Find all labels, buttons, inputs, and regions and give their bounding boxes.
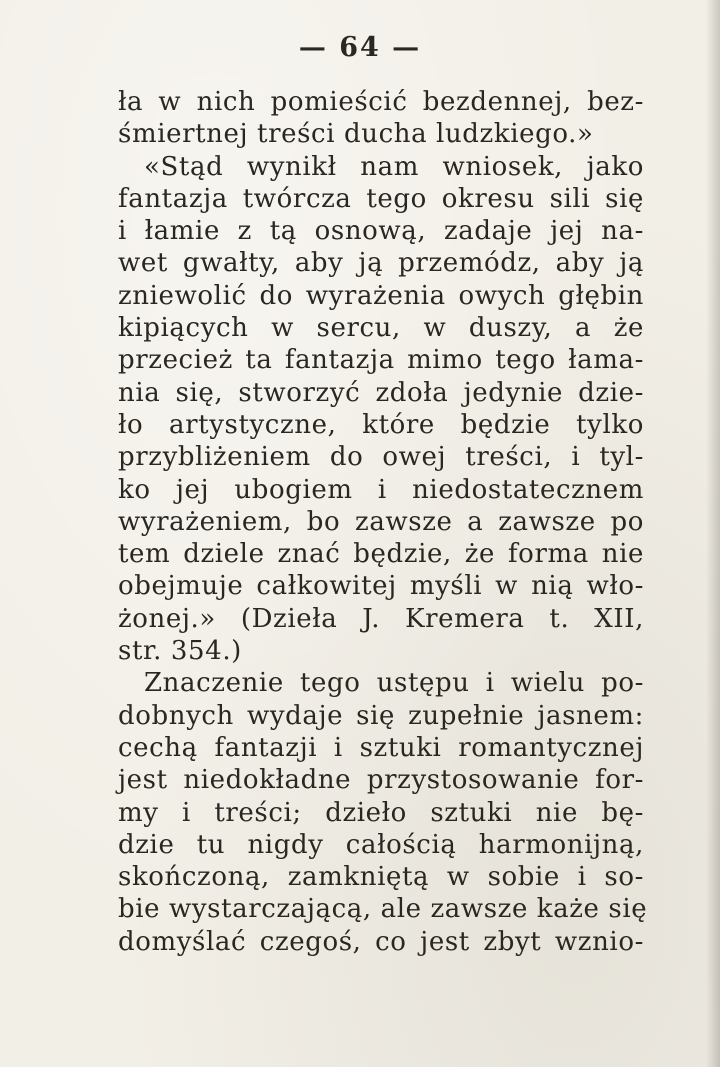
text-line: wyrażeniem, bo zawsze a zawsze po — [118, 506, 644, 537]
text-line: nia się, stworzyć zdoła jedynie dzie- — [118, 377, 644, 408]
text-line: przybliżeniem do owej treści, i tyl- — [118, 442, 644, 473]
text-line: wet gwałty, aby ją przemódz, aby ją — [118, 248, 644, 279]
text-line: dzie tu nigdy całością harmonijną, — [118, 829, 644, 860]
text-line: jest niedokładne przystosowanie for- — [118, 765, 644, 796]
text-line: obejmuje całkowitej myśli w nią wło- — [118, 571, 644, 602]
text-line: my i treści; dzieło sztuki nie bę- — [118, 797, 644, 828]
page-edge-shadow — [706, 0, 720, 1067]
text-line: dobnych wydaje się zupełnie jasnem: — [118, 700, 644, 731]
text-line: ko jej ubogiem i niedostatecznem — [118, 474, 644, 505]
text-line: skończoną, zamkniętą w sobie i so- — [118, 862, 644, 893]
text-line: str. 354.) — [118, 636, 242, 667]
text-line: śmiertnej treści ducha ludzkiego.» — [118, 119, 594, 150]
text-line: i łamie z tą osnową, zadaje jej na- — [118, 216, 644, 247]
text-line: bie wystarczającą, ale zawsze każe się — [118, 894, 648, 925]
text-line: zniewolić do wyrażenia owych głębin — [118, 280, 644, 311]
text-line: «Stąd wynikł nam wniosek, jako — [144, 151, 644, 182]
text-line: kipiących w sercu, w duszy, a że — [118, 313, 644, 344]
text-line: domyślać czegoś, co jest zbyt wznio- — [118, 926, 644, 957]
text-line: fantazja twórcza tego okresu sili się — [118, 183, 644, 214]
text-line: ło artystyczne, które będzie tylko — [118, 409, 644, 440]
text-line: cechą fantazji i sztuki romantycznej — [118, 732, 644, 763]
page-number: — 64 — — [298, 32, 422, 63]
text-line: żonej.» (Dzieła J. Kremera t. XII, — [118, 603, 644, 634]
text-line: Znaczenie tego ustępu i wielu po- — [144, 668, 644, 699]
text-line: tem dziele znać będzie, że forma nie — [118, 539, 644, 570]
text-line: przecież ta fantazja mimo tego łama- — [118, 345, 644, 376]
text-line: ła w nich pomieścić bezdennej, bez- — [118, 87, 644, 117]
body-text — [118, 86, 648, 958]
